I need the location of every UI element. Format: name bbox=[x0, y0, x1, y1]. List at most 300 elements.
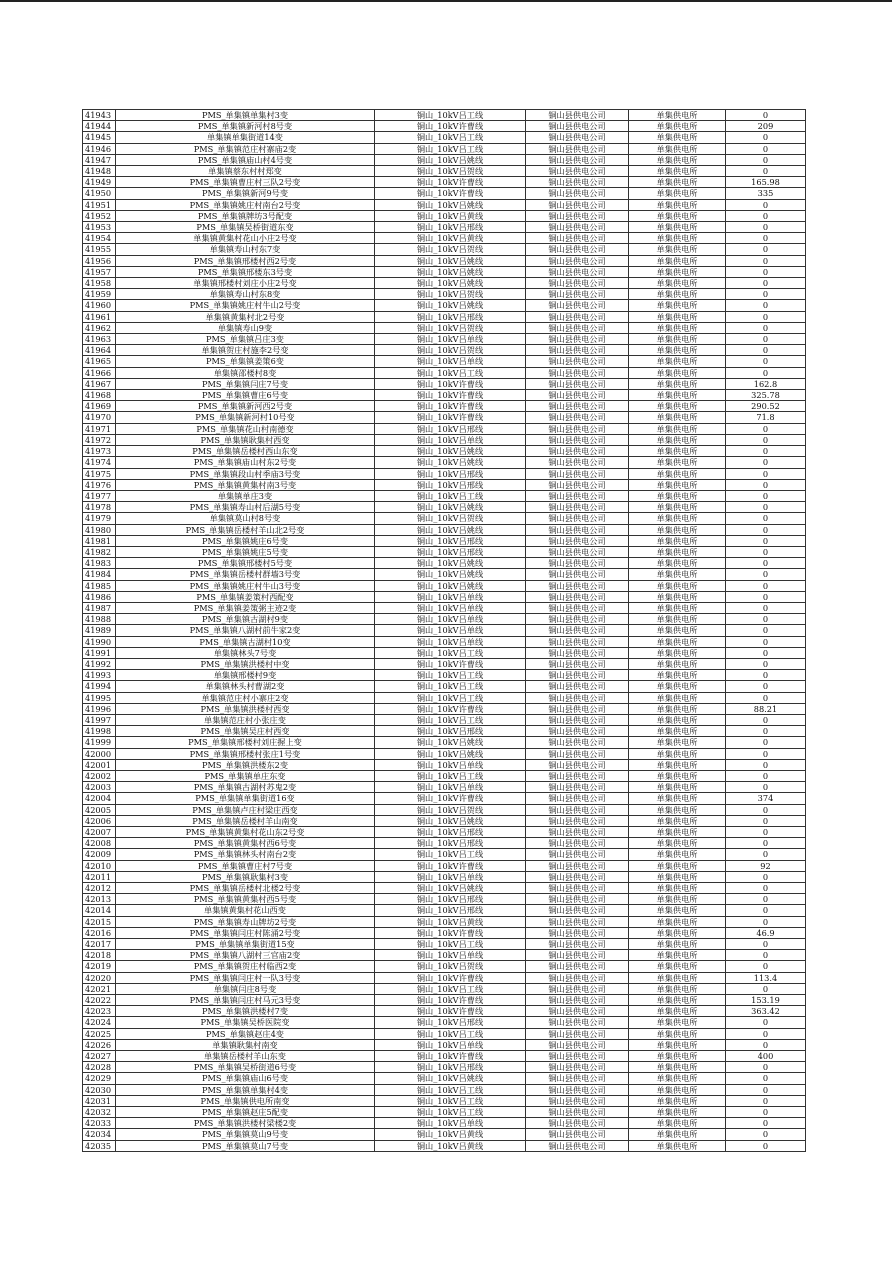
company-cell: 铜山县供电公司 bbox=[526, 1140, 629, 1151]
table-row bbox=[83, 412, 806, 423]
row-id-cell: 42035 bbox=[83, 1140, 116, 1151]
company-cell: 铜山县供电公司 bbox=[526, 356, 629, 367]
company-cell: 铜山县供电公司 bbox=[526, 569, 629, 580]
transformer-name-cell: PMS_单集镇单集村3变 bbox=[116, 110, 375, 121]
table-row bbox=[83, 490, 806, 501]
table-row bbox=[83, 905, 806, 916]
station-cell: 单集供电所 bbox=[629, 860, 726, 871]
company-cell: 铜山县供电公司 bbox=[526, 446, 629, 457]
row-id-cell: 41970 bbox=[83, 412, 116, 423]
transformer-name-cell: PMS_单集镇闫庄村马元3号变 bbox=[116, 995, 375, 1006]
feeder-line-cell: 铜山_10kV许曹线 bbox=[375, 703, 526, 714]
table-row bbox=[83, 838, 806, 849]
company-cell: 铜山县供电公司 bbox=[526, 210, 629, 221]
row-id-cell: 41953 bbox=[83, 222, 116, 233]
transformer-name-cell: 单集镇寿山村东8变 bbox=[116, 289, 375, 300]
feeder-line-cell: 铜山_10kV吕单线 bbox=[375, 614, 526, 625]
transformer-name-cell: PMS_单集镇邢楼东3号变 bbox=[116, 266, 375, 277]
company-cell: 铜山县供电公司 bbox=[526, 1006, 629, 1017]
station-cell: 单集供电所 bbox=[629, 177, 726, 188]
value-cell: 0 bbox=[726, 300, 806, 311]
row-id-cell: 41974 bbox=[83, 457, 116, 468]
table-row bbox=[83, 1017, 806, 1028]
row-id-cell: 41958 bbox=[83, 278, 116, 289]
value-cell: 0 bbox=[726, 602, 806, 613]
table-row bbox=[83, 972, 806, 983]
company-cell: 铜山县供电公司 bbox=[526, 166, 629, 177]
station-cell: 单集供电所 bbox=[629, 1006, 726, 1017]
company-cell: 铜山县供电公司 bbox=[526, 468, 629, 479]
transformer-name-cell: PMS_单集镇新河村10号变 bbox=[116, 412, 375, 423]
row-id-cell: 42026 bbox=[83, 1039, 116, 1050]
company-cell: 铜山县供电公司 bbox=[526, 1107, 629, 1118]
value-cell: 71.8 bbox=[726, 412, 806, 423]
value-cell: 92 bbox=[726, 860, 806, 871]
feeder-line-cell: 铜山_10kV吕工线 bbox=[375, 1084, 526, 1095]
table-row bbox=[83, 737, 806, 748]
feeder-line-cell: 铜山_10kV吕姚线 bbox=[375, 255, 526, 266]
transformer-name-cell: PMS_单集镇邢楼村西2号变 bbox=[116, 255, 375, 266]
row-id-cell: 41988 bbox=[83, 614, 116, 625]
transformer-name-cell: PMS_单集镇闫庄7号变 bbox=[116, 378, 375, 389]
feeder-line-cell: 铜山_10kV许曹线 bbox=[375, 188, 526, 199]
transformer-name-cell: PMS_单集镇莫山7号变 bbox=[116, 1140, 375, 1151]
value-cell: 0 bbox=[726, 1062, 806, 1073]
transformer-name-cell: PMS_单集镇吴庄村西变 bbox=[116, 726, 375, 737]
transformer-name-cell: 单集镇黄集村花山小庄2号变 bbox=[116, 233, 375, 244]
row-id-cell: 42019 bbox=[83, 961, 116, 972]
table-row bbox=[83, 535, 806, 546]
row-id-cell: 42032 bbox=[83, 1107, 116, 1118]
value-cell: 0 bbox=[726, 423, 806, 434]
station-cell: 单集供电所 bbox=[629, 894, 726, 905]
table-row bbox=[83, 591, 806, 602]
feeder-line-cell: 铜山_10kV吕贺线 bbox=[375, 513, 526, 524]
transformer-name-cell: PMS_单集镇洪楼村中变 bbox=[116, 658, 375, 669]
row-id-cell: 42001 bbox=[83, 759, 116, 770]
value-cell: 0 bbox=[726, 726, 806, 737]
value-cell: 0 bbox=[726, 748, 806, 759]
value-cell: 0 bbox=[726, 457, 806, 468]
row-id-cell: 42022 bbox=[83, 995, 116, 1006]
value-cell: 0 bbox=[726, 714, 806, 725]
feeder-line-cell: 铜山_10kV吕姚线 bbox=[375, 524, 526, 535]
feeder-line-cell: 铜山_10kV吕黄线 bbox=[375, 210, 526, 221]
row-id-cell: 42008 bbox=[83, 838, 116, 849]
feeder-line-cell: 铜山_10kV许曹线 bbox=[375, 860, 526, 871]
row-id-cell: 41960 bbox=[83, 300, 116, 311]
value-cell: 153.19 bbox=[726, 995, 806, 1006]
station-cell: 单集供电所 bbox=[629, 614, 726, 625]
value-cell: 0 bbox=[726, 569, 806, 580]
station-cell: 单集供电所 bbox=[629, 636, 726, 647]
feeder-line-cell: 铜山_10kV吕邢线 bbox=[375, 838, 526, 849]
transformer-name-cell: 单集镇岳楼村羊山东变 bbox=[116, 1051, 375, 1062]
value-cell: 0 bbox=[726, 827, 806, 838]
feeder-line-cell: 铜山_10kV吕工线 bbox=[375, 490, 526, 501]
station-cell: 单集供电所 bbox=[629, 457, 726, 468]
feeder-line-cell: 铜山_10kV吕单线 bbox=[375, 636, 526, 647]
transformer-name-cell: 单集镇耿集村南变 bbox=[116, 1039, 375, 1050]
station-cell: 单集供电所 bbox=[629, 233, 726, 244]
value-cell: 0 bbox=[726, 334, 806, 345]
station-cell: 单集供电所 bbox=[629, 838, 726, 849]
transformer-name-cell: PMS_单集镇洪楼村梁楼2变 bbox=[116, 1118, 375, 1129]
table-row bbox=[83, 782, 806, 793]
row-id-cell: 42030 bbox=[83, 1084, 116, 1095]
value-cell: 0 bbox=[726, 1084, 806, 1095]
transformer-name-cell: 单集镇贺庄村施李2号变 bbox=[116, 345, 375, 356]
row-id-cell: 41950 bbox=[83, 188, 116, 199]
row-id-cell: 42014 bbox=[83, 905, 116, 916]
table-row bbox=[83, 602, 806, 613]
company-cell: 铜山县供电公司 bbox=[526, 950, 629, 961]
table-row bbox=[83, 457, 806, 468]
transformer-name-cell: 单集镇莫山村8号变 bbox=[116, 513, 375, 524]
feeder-line-cell: 铜山_10kV许曹线 bbox=[375, 378, 526, 389]
table-row bbox=[83, 300, 806, 311]
station-cell: 单集供电所 bbox=[629, 883, 726, 894]
table-row bbox=[83, 647, 806, 658]
station-cell: 单集供电所 bbox=[629, 378, 726, 389]
company-cell: 铜山县供电公司 bbox=[526, 322, 629, 333]
company-cell: 铜山县供电公司 bbox=[526, 188, 629, 199]
station-cell: 单集供电所 bbox=[629, 939, 726, 950]
feeder-line-cell: 铜山_10kV吕单线 bbox=[375, 759, 526, 770]
row-id-cell: 41993 bbox=[83, 670, 116, 681]
row-id-cell: 42009 bbox=[83, 849, 116, 860]
transformer-name-cell: 单集镇邢楼村9变 bbox=[116, 670, 375, 681]
value-cell: 162.8 bbox=[726, 378, 806, 389]
transformer-name-cell: PMS_单集镇岳楼村北楼2号变 bbox=[116, 883, 375, 894]
transformer-name-cell: PMS_单集镇姜策粥主迹2变 bbox=[116, 602, 375, 613]
company-cell: 铜山县供电公司 bbox=[526, 378, 629, 389]
row-id-cell: 41945 bbox=[83, 132, 116, 143]
station-cell: 单集供电所 bbox=[629, 804, 726, 815]
row-id-cell: 41947 bbox=[83, 154, 116, 165]
company-cell: 铜山县供电公司 bbox=[526, 311, 629, 322]
value-cell: 0 bbox=[726, 244, 806, 255]
feeder-line-cell: 铜山_10kV吕单线 bbox=[375, 1039, 526, 1050]
table-row bbox=[83, 468, 806, 479]
value-cell: 0 bbox=[726, 894, 806, 905]
transformer-name-cell: PMS_单集镇单集街道15变 bbox=[116, 939, 375, 950]
value-cell: 0 bbox=[726, 266, 806, 277]
transformer-name-cell: 单集镇黄集村花山西变 bbox=[116, 905, 375, 916]
row-id-cell: 41994 bbox=[83, 681, 116, 692]
table-row bbox=[83, 423, 806, 434]
feeder-line-cell: 铜山_10kV吕邢线 bbox=[375, 726, 526, 737]
company-cell: 铜山县供电公司 bbox=[526, 703, 629, 714]
station-cell: 单集供电所 bbox=[629, 681, 726, 692]
company-cell: 铜山县供电公司 bbox=[526, 793, 629, 804]
value-cell: 0 bbox=[726, 883, 806, 894]
row-id-cell: 41986 bbox=[83, 591, 116, 602]
feeder-line-cell: 铜山_10kV许曹线 bbox=[375, 972, 526, 983]
table-row bbox=[83, 580, 806, 591]
value-cell: 0 bbox=[726, 255, 806, 266]
company-cell: 铜山县供电公司 bbox=[526, 199, 629, 210]
table-row bbox=[83, 894, 806, 905]
table-row bbox=[83, 289, 806, 300]
row-id-cell: 41975 bbox=[83, 468, 116, 479]
transformer-name-cell: PMS_单集镇单庄东变 bbox=[116, 770, 375, 781]
table-row bbox=[83, 524, 806, 535]
value-cell: 0 bbox=[726, 838, 806, 849]
transformer-name-cell: 单集镇黄集村北2号变 bbox=[116, 311, 375, 322]
table-row bbox=[83, 1107, 806, 1118]
transformer-name-cell: PMS_单集镇古湖村苏鬼2变 bbox=[116, 782, 375, 793]
transformer-name-cell: PMS_单集镇闫庄村陈涌2号变 bbox=[116, 927, 375, 938]
company-cell: 铜山县供电公司 bbox=[526, 782, 629, 793]
feeder-line-cell: 铜山_10kV吕工线 bbox=[375, 647, 526, 658]
value-cell: 0 bbox=[726, 367, 806, 378]
feeder-line-cell: 铜山_10kV吕邢线 bbox=[375, 479, 526, 490]
company-cell: 铜山县供电公司 bbox=[526, 1095, 629, 1106]
company-cell: 铜山县供电公司 bbox=[526, 334, 629, 345]
table-row bbox=[83, 367, 806, 378]
company-cell: 铜山县供电公司 bbox=[526, 1051, 629, 1062]
feeder-line-cell: 铜山_10kV吕邢线 bbox=[375, 222, 526, 233]
transformer-name-cell: PMS_单集镇洪楼村西变 bbox=[116, 703, 375, 714]
feeder-line-cell: 铜山_10kV吕姚线 bbox=[375, 1073, 526, 1084]
feeder-line-cell: 铜山_10kV吕姚线 bbox=[375, 748, 526, 759]
station-cell: 单集供电所 bbox=[629, 266, 726, 277]
value-cell: 0 bbox=[726, 647, 806, 658]
transformer-name-cell: PMS_单集镇姜策村西配变 bbox=[116, 591, 375, 602]
value-cell: 0 bbox=[726, 636, 806, 647]
station-cell: 单集供电所 bbox=[629, 546, 726, 557]
company-cell: 铜山县供电公司 bbox=[526, 972, 629, 983]
station-cell: 单集供电所 bbox=[629, 210, 726, 221]
row-id-cell: 41989 bbox=[83, 625, 116, 636]
row-id-cell: 42015 bbox=[83, 916, 116, 927]
feeder-line-cell: 铜山_10kV吕单线 bbox=[375, 334, 526, 345]
company-cell: 铜山县供电公司 bbox=[526, 625, 629, 636]
company-cell: 铜山县供电公司 bbox=[526, 266, 629, 277]
feeder-line-cell: 铜山_10kV许曹线 bbox=[375, 995, 526, 1006]
value-cell: 0 bbox=[726, 289, 806, 300]
company-cell: 铜山县供电公司 bbox=[526, 479, 629, 490]
row-id-cell: 42007 bbox=[83, 827, 116, 838]
table-row bbox=[83, 1073, 806, 1084]
transformer-name-cell: PMS_单集镇新河村8号变 bbox=[116, 121, 375, 132]
feeder-line-cell: 铜山_10kV吕贺线 bbox=[375, 289, 526, 300]
row-id-cell: 41956 bbox=[83, 255, 116, 266]
transformer-name-cell: PMS_单集镇牌坊3号配变 bbox=[116, 210, 375, 221]
company-cell: 铜山县供电公司 bbox=[526, 558, 629, 569]
transformer-name-cell: PMS_单集镇曹庄6号变 bbox=[116, 390, 375, 401]
transformer-name-cell: PMS_单集镇邢楼村5号变 bbox=[116, 558, 375, 569]
table-row bbox=[83, 793, 806, 804]
row-id-cell: 42027 bbox=[83, 1051, 116, 1062]
feeder-line-cell: 铜山_10kV许曹线 bbox=[375, 793, 526, 804]
value-cell: 0 bbox=[726, 614, 806, 625]
table-row bbox=[83, 278, 806, 289]
station-cell: 单集供电所 bbox=[629, 188, 726, 199]
value-cell: 0 bbox=[726, 546, 806, 557]
station-cell: 单集供电所 bbox=[629, 1028, 726, 1039]
transformer-name-cell: PMS_单集镇八湖村三官庙2变 bbox=[116, 950, 375, 961]
company-cell: 铜山县供电公司 bbox=[526, 681, 629, 692]
transformer-name-cell: PMS_单集镇庙山村4号变 bbox=[116, 154, 375, 165]
company-cell: 铜山县供电公司 bbox=[526, 591, 629, 602]
transformer-name-cell: PMS_单集镇吴桥医院变 bbox=[116, 1017, 375, 1028]
row-id-cell: 41948 bbox=[83, 166, 116, 177]
feeder-line-cell: 铜山_10kV吕单线 bbox=[375, 782, 526, 793]
transformer-name-cell: PMS_单集镇古湖村9变 bbox=[116, 614, 375, 625]
station-cell: 单集供电所 bbox=[629, 905, 726, 916]
table-row bbox=[83, 1006, 806, 1017]
row-id-cell: 41997 bbox=[83, 714, 116, 725]
row-id-cell: 42000 bbox=[83, 748, 116, 759]
station-cell: 单集供电所 bbox=[629, 670, 726, 681]
row-id-cell: 42024 bbox=[83, 1017, 116, 1028]
station-cell: 单集供电所 bbox=[629, 434, 726, 445]
row-id-cell: 41968 bbox=[83, 390, 116, 401]
company-cell: 铜山县供电公司 bbox=[526, 1118, 629, 1129]
feeder-line-cell: 铜山_10kV许曹线 bbox=[375, 412, 526, 423]
feeder-line-cell: 铜山_10kV吕姚线 bbox=[375, 300, 526, 311]
table-row bbox=[83, 121, 806, 132]
row-id-cell: 41995 bbox=[83, 692, 116, 703]
feeder-line-cell: 铜山_10kV许曹线 bbox=[375, 927, 526, 938]
station-cell: 单集供电所 bbox=[629, 1073, 726, 1084]
company-cell: 铜山县供电公司 bbox=[526, 658, 629, 669]
feeder-line-cell: 铜山_10kV许曹线 bbox=[375, 1051, 526, 1062]
transformer-name-cell: PMS_单集镇寿山牌坊2号变 bbox=[116, 916, 375, 927]
table-row bbox=[83, 132, 806, 143]
table-row bbox=[83, 1095, 806, 1106]
table-row bbox=[83, 255, 806, 266]
transformer-name-cell: 单集镇单庄3变 bbox=[116, 490, 375, 501]
station-cell: 单集供电所 bbox=[629, 591, 726, 602]
transformer-name-cell: 单集镇范庄村小寨庄2变 bbox=[116, 692, 375, 703]
value-cell: 0 bbox=[726, 905, 806, 916]
feeder-line-cell: 铜山_10kV吕工线 bbox=[375, 770, 526, 781]
value-cell: 0 bbox=[726, 490, 806, 501]
company-cell: 铜山县供电公司 bbox=[526, 490, 629, 501]
station-cell: 单集供电所 bbox=[629, 513, 726, 524]
station-cell: 单集供电所 bbox=[629, 110, 726, 121]
station-cell: 单集供电所 bbox=[629, 558, 726, 569]
table-row bbox=[83, 210, 806, 221]
row-id-cell: 42017 bbox=[83, 939, 116, 950]
station-cell: 单集供电所 bbox=[629, 995, 726, 1006]
value-cell: 0 bbox=[726, 770, 806, 781]
feeder-line-cell: 铜山_10kV吕单线 bbox=[375, 950, 526, 961]
row-id-cell: 41972 bbox=[83, 434, 116, 445]
value-cell: 400 bbox=[726, 1051, 806, 1062]
company-cell: 铜山县供电公司 bbox=[526, 905, 629, 916]
table-row bbox=[83, 939, 806, 950]
station-cell: 单集供电所 bbox=[629, 658, 726, 669]
value-cell: 0 bbox=[726, 692, 806, 703]
transformer-name-cell: PMS_单集镇花山村南德变 bbox=[116, 423, 375, 434]
transformer-name-cell: PMS_单集镇卢庄村梁庄西变 bbox=[116, 804, 375, 815]
company-cell: 铜山县供电公司 bbox=[526, 602, 629, 613]
table-row bbox=[83, 558, 806, 569]
table-row bbox=[83, 345, 806, 356]
company-cell: 铜山县供电公司 bbox=[526, 1017, 629, 1028]
value-cell: 88.21 bbox=[726, 703, 806, 714]
company-cell: 铜山县供电公司 bbox=[526, 1039, 629, 1050]
company-cell: 铜山县供电公司 bbox=[526, 748, 629, 759]
row-id-cell: 41952 bbox=[83, 210, 116, 221]
company-cell: 铜山县供电公司 bbox=[526, 132, 629, 143]
station-cell: 单集供电所 bbox=[629, 770, 726, 781]
value-cell: 0 bbox=[726, 658, 806, 669]
transformer-name-cell: 单集镇寿山村东7变 bbox=[116, 244, 375, 255]
value-cell: 0 bbox=[726, 132, 806, 143]
feeder-line-cell: 铜山_10kV吕邢线 bbox=[375, 311, 526, 322]
value-cell: 0 bbox=[726, 110, 806, 121]
station-cell: 单集供电所 bbox=[629, 961, 726, 972]
company-cell: 铜山县供电公司 bbox=[526, 916, 629, 927]
table-row bbox=[83, 188, 806, 199]
transformer-name-cell: PMS_单集镇古湖村10变 bbox=[116, 636, 375, 647]
value-cell: 0 bbox=[726, 580, 806, 591]
row-id-cell: 41971 bbox=[83, 423, 116, 434]
transformer-name-cell: PMS_单集镇吴桥街道东变 bbox=[116, 222, 375, 233]
company-cell: 铜山县供电公司 bbox=[526, 154, 629, 165]
row-id-cell: 41951 bbox=[83, 199, 116, 210]
feeder-line-cell: 铜山_10kV吕姚线 bbox=[375, 457, 526, 468]
company-cell: 铜山县供电公司 bbox=[526, 401, 629, 412]
table-row bbox=[83, 995, 806, 1006]
station-cell: 单集供电所 bbox=[629, 1084, 726, 1095]
station-cell: 单集供电所 bbox=[629, 759, 726, 770]
table-row bbox=[83, 1118, 806, 1129]
company-cell: 铜山县供电公司 bbox=[526, 849, 629, 860]
company-cell: 铜山县供电公司 bbox=[526, 759, 629, 770]
table-row bbox=[83, 334, 806, 345]
company-cell: 铜山县供电公司 bbox=[526, 815, 629, 826]
station-cell: 单集供电所 bbox=[629, 278, 726, 289]
value-cell: 0 bbox=[726, 468, 806, 479]
transformer-name-cell: PMS_单集镇新河9号变 bbox=[116, 188, 375, 199]
company-cell: 铜山县供电公司 bbox=[526, 983, 629, 994]
row-id-cell: 42005 bbox=[83, 804, 116, 815]
value-cell: 0 bbox=[726, 670, 806, 681]
station-cell: 单集供电所 bbox=[629, 692, 726, 703]
value-cell: 0 bbox=[726, 1017, 806, 1028]
transformer-name-cell: PMS_单集镇供电所南变 bbox=[116, 1095, 375, 1106]
table-row bbox=[83, 166, 806, 177]
value-cell: 0 bbox=[726, 950, 806, 961]
feeder-line-cell: 铜山_10kV吕邢线 bbox=[375, 827, 526, 838]
table-row bbox=[83, 390, 806, 401]
row-id-cell: 41982 bbox=[83, 546, 116, 557]
table-row bbox=[83, 311, 806, 322]
transformer-name-cell: 单集镇林头7号变 bbox=[116, 647, 375, 658]
row-id-cell: 42003 bbox=[83, 782, 116, 793]
table-row bbox=[83, 658, 806, 669]
row-id-cell: 42012 bbox=[83, 883, 116, 894]
transformer-name-cell: 单集镇单集街道14变 bbox=[116, 132, 375, 143]
table-row bbox=[83, 815, 806, 826]
value-cell: 0 bbox=[726, 815, 806, 826]
station-cell: 单集供电所 bbox=[629, 1017, 726, 1028]
value-cell: 0 bbox=[726, 916, 806, 927]
company-cell: 铜山县供电公司 bbox=[526, 524, 629, 535]
table-row bbox=[83, 233, 806, 244]
row-id-cell: 41979 bbox=[83, 513, 116, 524]
feeder-line-cell: 铜山_10kV吕单线 bbox=[375, 625, 526, 636]
table-row bbox=[83, 804, 806, 815]
row-id-cell: 42023 bbox=[83, 1006, 116, 1017]
feeder-line-cell: 铜山_10kV吕工线 bbox=[375, 143, 526, 154]
